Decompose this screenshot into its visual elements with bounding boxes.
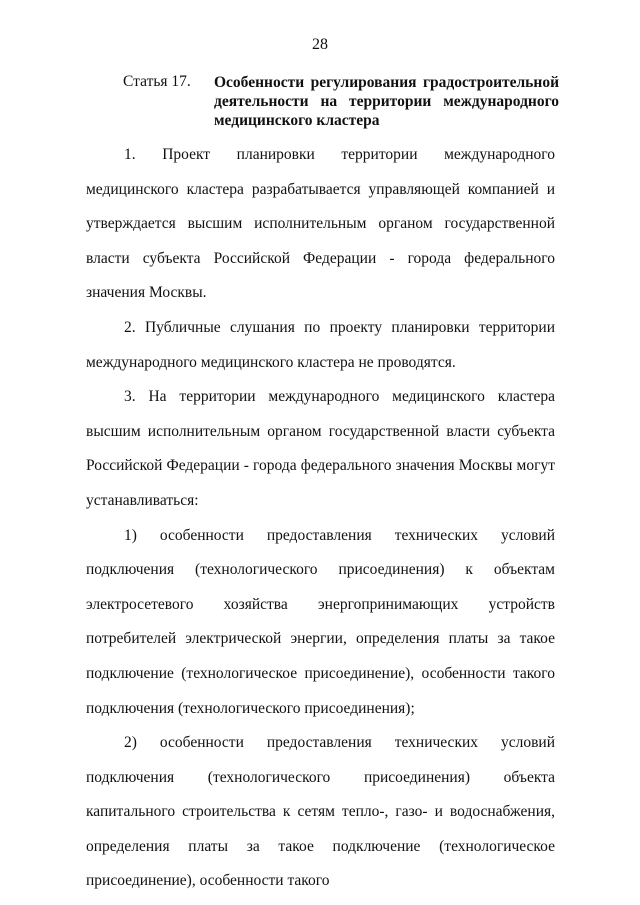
subparagraph-1: 1) особенности предоставления технических условий подключения (технологического присоединения) к объектам электросетевого хозяйства энергопринимающих устройств потребителей электрической энергии, определения платы за такое подключение (технологическое присоединение), особенности такого подключения (технологического присоединения); <box>86 526 555 717</box>
paragraph-1: 1. Проект планировки территории международного медицинского кластера разрабатывается управляющей компанией и утверждается высшим исполнительным органом государственной власти субъекта Российской Федерации - города федерального значения Москвы. <box>86 146 555 302</box>
paragraph-3: 3. На территории международного медицинского кластера высшим исполнительным органом государственной власти субъекта Российской Федерации - города федерального значения Москвы могут устанавливаться: <box>86 388 555 509</box>
subparagraph-2: 2) особенности предоставления технических условий подключения (технологического присоединения) объекта капитального строительства к сетям тепло-, газо- и водоснабжения, определения платы за такое подключение (технологическое присоединение), особенности такого <box>86 734 555 890</box>
article-label: Статья 17. <box>123 73 191 90</box>
article-title: Особенности регулирования градостроительной деятельности на территории международного медицинского кластера <box>214 74 559 129</box>
page-number: 28 <box>312 36 328 53</box>
paragraph-2: 2. Публичные слушания по проекту планировки территории международного медицинского кластера не проводятся. <box>86 318 555 371</box>
article-body <box>86 138 555 899</box>
